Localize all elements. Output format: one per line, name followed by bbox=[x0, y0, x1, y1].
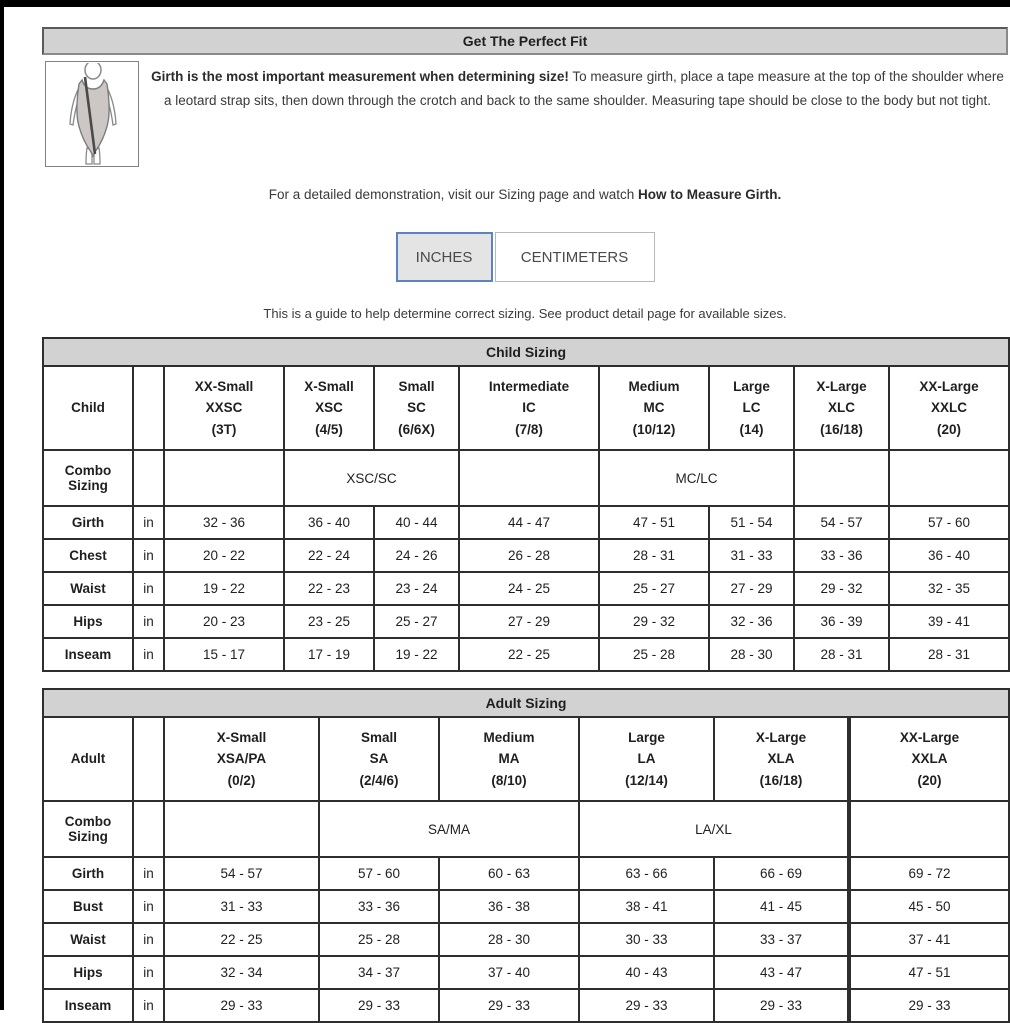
child-measurement-value-cell: 47 - 51 bbox=[599, 506, 709, 539]
child-size-column-header bbox=[794, 366, 889, 450]
adult-column-sizes: (16/18) bbox=[759, 772, 803, 788]
adult-measurement-value-cell: 34 - 37 bbox=[319, 956, 439, 989]
sizing-guide-note: This is a guide to help determine correct sizing. See product detail page for available sizes. bbox=[263, 306, 787, 321]
child-combo-sizing-cell bbox=[164, 450, 284, 506]
adult-column-sizes: (8/10) bbox=[491, 772, 527, 788]
child-unit-cell: in bbox=[133, 605, 164, 638]
screenshot-left-edge bbox=[0, 0, 4, 1010]
child-column-code: XXLC bbox=[931, 400, 968, 416]
adult-measurement-value-cell: 41 - 45 bbox=[714, 890, 849, 923]
centimeters-button[interactable]: CENTIMETERS bbox=[495, 232, 655, 282]
adult-size-column-header bbox=[319, 717, 439, 801]
adult-measurement-value-cell: 40 - 43 bbox=[579, 956, 714, 989]
child-row-header: Child bbox=[43, 366, 133, 450]
child-column-sizes: (16/18) bbox=[820, 421, 863, 437]
child-measurement-row-header: Chest bbox=[43, 539, 133, 572]
child-column-sizes: (4/5) bbox=[315, 421, 343, 437]
adult-measurement-value-cell: 28 - 30 bbox=[439, 923, 579, 956]
child-measurement-value-cell: 51 - 54 bbox=[709, 506, 794, 539]
adult-column-code: MA bbox=[498, 751, 520, 767]
child-unit-cell: in bbox=[133, 572, 164, 605]
adult-sizing-table bbox=[42, 688, 1010, 1023]
adult-size-column-header bbox=[164, 717, 319, 801]
adult-measurement-value-cell: 29 - 33 bbox=[164, 989, 319, 1022]
adult-measurement-value-cell: 45 - 50 bbox=[849, 890, 1009, 923]
child-sizing-table bbox=[42, 337, 1010, 672]
child-column-code: IC bbox=[522, 400, 536, 416]
child-column-name: XX-Small bbox=[194, 378, 254, 394]
child-combo-sizing-cell bbox=[889, 450, 1009, 506]
leotard-girth-diagram-image bbox=[45, 61, 139, 167]
adult-measurement-value-cell: 36 - 38 bbox=[439, 890, 579, 923]
child-measurement-value-cell: 24 - 25 bbox=[459, 572, 599, 605]
child-column-name: Medium bbox=[628, 378, 680, 394]
child-measurement-value-cell: 32 - 36 bbox=[709, 605, 794, 638]
child-measurement-value-cell: 36 - 39 bbox=[794, 605, 889, 638]
child-column-sizes: (6/6X) bbox=[398, 421, 435, 437]
child-measurement-value-cell: 15 - 17 bbox=[164, 638, 284, 671]
adult-measurement-value-cell: 32 - 34 bbox=[164, 956, 319, 989]
child-measurement-value-cell: 28 - 31 bbox=[889, 638, 1009, 671]
demo-note-bold: How to Measure Girth. bbox=[637, 187, 782, 202]
adult-measurement-row-header: Girth bbox=[43, 857, 133, 890]
child-size-column-header bbox=[164, 366, 284, 450]
adult-measurement-value-cell: 37 - 40 bbox=[439, 956, 579, 989]
adult-column-code: XLA bbox=[767, 751, 795, 767]
adult-column-code: XXLA bbox=[911, 751, 948, 767]
adult-measurement-value-cell: 29 - 33 bbox=[579, 989, 714, 1022]
adult-unit-column-header bbox=[133, 717, 164, 801]
child-measurement-value-cell: 40 - 44 bbox=[374, 506, 459, 539]
adult-combo-sizing-cell bbox=[849, 801, 1009, 857]
child-measurement-value-cell: 39 - 41 bbox=[889, 605, 1009, 638]
child-size-column-header bbox=[889, 366, 1009, 450]
child-measurement-value-cell: 54 - 57 bbox=[794, 506, 889, 539]
adult-measurement-row-header: Waist bbox=[43, 923, 133, 956]
child-table-title: Child Sizing bbox=[43, 338, 1009, 366]
child-measurement-value-cell: 22 - 25 bbox=[459, 638, 599, 671]
child-combo-sizing-cell: MC/LC bbox=[599, 450, 794, 506]
child-measurement-row-header: Waist bbox=[43, 572, 133, 605]
child-measurement-value-cell: 25 - 27 bbox=[374, 605, 459, 638]
adult-row-header: Adult bbox=[43, 717, 133, 801]
adult-measurement-value-cell: 47 - 51 bbox=[849, 956, 1009, 989]
demo-note-text: For a detailed demonstration, visit our Sizing page and watch bbox=[268, 187, 638, 202]
page-title: Get The Perfect Fit bbox=[42, 27, 1008, 55]
adult-measurement-value-cell: 31 - 33 bbox=[164, 890, 319, 923]
child-unit-cell: in bbox=[133, 539, 164, 572]
adult-size-column-header bbox=[849, 717, 1009, 801]
child-column-sizes: (10/12) bbox=[632, 421, 676, 437]
adult-combo-row-header: Combo Sizing bbox=[43, 801, 133, 857]
adult-measurement-row-header: Inseam bbox=[43, 989, 133, 1022]
child-combo-sizing-cell bbox=[794, 450, 889, 506]
child-measurement-value-cell: 25 - 27 bbox=[599, 572, 709, 605]
screenshot-top-edge bbox=[0, 0, 1010, 7]
child-measurement-value-cell: 44 - 47 bbox=[459, 506, 599, 539]
adult-size-column-header bbox=[579, 717, 714, 801]
child-measurement-row-header: Inseam bbox=[43, 638, 133, 671]
adult-unit-cell: in bbox=[133, 956, 164, 989]
child-column-sizes: (20) bbox=[937, 421, 962, 437]
adult-measurement-value-cell: 29 - 33 bbox=[439, 989, 579, 1022]
child-combo-sizing-cell: XSC/SC bbox=[284, 450, 459, 506]
adult-column-code: XSA/PA bbox=[216, 751, 267, 767]
adult-combo-sizing-cell bbox=[164, 801, 319, 857]
adult-unit-cell: in bbox=[133, 890, 164, 923]
girth-instructions-body: To measure girth, place a tape measure at the top of the shoulder where a leotard strap sits, then down through the crotch and back to the same shoulder. Measuring tape should be close to the body but not tight. bbox=[163, 69, 1004, 108]
child-combo-row-header: Combo Sizing bbox=[43, 450, 133, 506]
child-column-code: SC bbox=[407, 400, 426, 416]
adult-combo-sizing-cell: SA/MA bbox=[319, 801, 579, 857]
demo-note bbox=[42, 187, 1008, 202]
adult-measurement-value-cell: 43 - 47 bbox=[714, 956, 849, 989]
adult-column-name: Medium bbox=[483, 729, 535, 745]
child-measurement-value-cell: 20 - 23 bbox=[164, 605, 284, 638]
child-measurement-value-cell: 19 - 22 bbox=[374, 638, 459, 671]
child-measurement-value-cell: 31 - 33 bbox=[709, 539, 794, 572]
adult-measurement-value-cell: 54 - 57 bbox=[164, 857, 319, 890]
child-size-column-header bbox=[374, 366, 459, 450]
child-unit-column-header bbox=[133, 366, 164, 450]
adult-size-column-header bbox=[439, 717, 579, 801]
adult-measurement-value-cell: 57 - 60 bbox=[319, 857, 439, 890]
adult-measurement-value-cell: 33 - 36 bbox=[319, 890, 439, 923]
adult-measurement-value-cell: 29 - 33 bbox=[714, 989, 849, 1022]
child-column-code: XLC bbox=[828, 400, 855, 416]
adult-column-sizes: (20) bbox=[917, 772, 942, 788]
adult-combo-sizing-cell: LA/XL bbox=[579, 801, 849, 857]
girth-intro-section bbox=[42, 61, 1008, 173]
child-measurement-row-header: Girth bbox=[43, 506, 133, 539]
child-measurement-value-cell: 20 - 22 bbox=[164, 539, 284, 572]
adult-measurement-value-cell: 22 - 25 bbox=[164, 923, 319, 956]
child-measurement-value-cell: 22 - 24 bbox=[284, 539, 374, 572]
girth-instructions bbox=[147, 61, 1008, 112]
adult-column-name: X-Large bbox=[755, 729, 807, 745]
child-size-column-header bbox=[709, 366, 794, 450]
child-column-code: XSC bbox=[315, 400, 343, 416]
child-measurement-value-cell: 29 - 32 bbox=[794, 572, 889, 605]
child-combo-unit-cell bbox=[133, 450, 164, 506]
child-measurement-value-cell: 27 - 29 bbox=[459, 605, 599, 638]
child-measurement-value-cell: 27 - 29 bbox=[709, 572, 794, 605]
adult-column-code: LA bbox=[637, 751, 656, 767]
adult-column-code: SA bbox=[369, 751, 389, 767]
child-measurement-value-cell: 26 - 28 bbox=[459, 539, 599, 572]
child-column-code: MC bbox=[643, 400, 665, 416]
sizing-guide-page bbox=[42, 7, 1008, 1023]
child-column-name: XX-Large bbox=[919, 378, 979, 394]
adult-column-sizes: (12/14) bbox=[625, 772, 668, 788]
leotard-figure-icon bbox=[47, 63, 137, 165]
child-measurement-value-cell: 23 - 25 bbox=[284, 605, 374, 638]
adult-column-name: Small bbox=[360, 729, 398, 745]
adult-measurement-value-cell: 69 - 72 bbox=[849, 857, 1009, 890]
child-size-column-header bbox=[284, 366, 374, 450]
adult-column-sizes: (2/4/6) bbox=[359, 772, 399, 788]
child-column-name: Large bbox=[733, 378, 770, 394]
child-column-name: Intermediate bbox=[488, 378, 570, 394]
child-measurement-row-header: Hips bbox=[43, 605, 133, 638]
adult-measurement-value-cell: 60 - 63 bbox=[439, 857, 579, 890]
adult-measurement-value-cell: 37 - 41 bbox=[849, 923, 1009, 956]
adult-table-title: Adult Sizing bbox=[43, 689, 1009, 717]
child-size-column-header bbox=[459, 366, 599, 450]
child-measurement-value-cell: 33 - 36 bbox=[794, 539, 889, 572]
child-measurement-value-cell: 25 - 28 bbox=[599, 638, 709, 671]
child-column-sizes: (3T) bbox=[211, 421, 237, 437]
child-measurement-value-cell: 28 - 30 bbox=[709, 638, 794, 671]
adult-measurement-value-cell: 63 - 66 bbox=[579, 857, 714, 890]
adult-column-sizes: (0/2) bbox=[227, 772, 256, 788]
child-column-code: LC bbox=[742, 400, 761, 416]
adult-combo-unit-cell bbox=[133, 801, 164, 857]
child-unit-cell: in bbox=[133, 506, 164, 539]
child-unit-cell: in bbox=[133, 638, 164, 671]
adult-measurement-value-cell: 66 - 69 bbox=[714, 857, 849, 890]
child-column-name: Small bbox=[398, 378, 435, 394]
adult-measurement-value-cell: 30 - 33 bbox=[579, 923, 714, 956]
child-measurement-value-cell: 17 - 19 bbox=[284, 638, 374, 671]
adult-column-name: XX-Large bbox=[899, 729, 960, 745]
child-measurement-value-cell: 22 - 23 bbox=[284, 572, 374, 605]
adult-measurement-row-header: Bust bbox=[43, 890, 133, 923]
child-column-name: X-Large bbox=[816, 378, 867, 394]
child-measurement-value-cell: 23 - 24 bbox=[374, 572, 459, 605]
adult-size-column-header bbox=[714, 717, 849, 801]
adult-unit-cell: in bbox=[133, 989, 164, 1022]
adult-measurement-value-cell: 29 - 33 bbox=[319, 989, 439, 1022]
adult-measurement-value-cell: 38 - 41 bbox=[579, 890, 714, 923]
child-measurement-value-cell: 36 - 40 bbox=[889, 539, 1009, 572]
unit-toggle bbox=[42, 232, 1008, 282]
adult-column-name: Large bbox=[628, 729, 665, 745]
adult-unit-cell: in bbox=[133, 857, 164, 890]
child-measurement-value-cell: 24 - 26 bbox=[374, 539, 459, 572]
child-size-column-header bbox=[599, 366, 709, 450]
adult-measurement-row-header: Hips bbox=[43, 956, 133, 989]
child-measurement-value-cell: 28 - 31 bbox=[599, 539, 709, 572]
child-column-sizes: (7/8) bbox=[515, 421, 543, 437]
adult-column-name: X-Small bbox=[216, 729, 267, 745]
inches-button[interactable]: INCHES bbox=[396, 232, 493, 282]
adult-unit-cell: in bbox=[133, 923, 164, 956]
child-measurement-value-cell: 28 - 31 bbox=[794, 638, 889, 671]
child-column-code: XXSC bbox=[205, 400, 243, 416]
child-column-name: X-Small bbox=[304, 378, 354, 394]
adult-measurement-value-cell: 25 - 28 bbox=[319, 923, 439, 956]
child-column-sizes: (14) bbox=[739, 421, 764, 437]
child-measurement-value-cell: 19 - 22 bbox=[164, 572, 284, 605]
child-measurement-value-cell: 29 - 32 bbox=[599, 605, 709, 638]
child-measurement-value-cell: 32 - 36 bbox=[164, 506, 284, 539]
child-combo-sizing-cell bbox=[459, 450, 599, 506]
child-measurement-value-cell: 32 - 35 bbox=[889, 572, 1009, 605]
adult-measurement-value-cell: 33 - 37 bbox=[714, 923, 849, 956]
adult-measurement-value-cell: 29 - 33 bbox=[849, 989, 1009, 1022]
child-measurement-value-cell: 36 - 40 bbox=[284, 506, 374, 539]
child-measurement-value-cell: 57 - 60 bbox=[889, 506, 1009, 539]
girth-instructions-lead: Girth is the most important measurement when determining size! bbox=[151, 69, 569, 84]
